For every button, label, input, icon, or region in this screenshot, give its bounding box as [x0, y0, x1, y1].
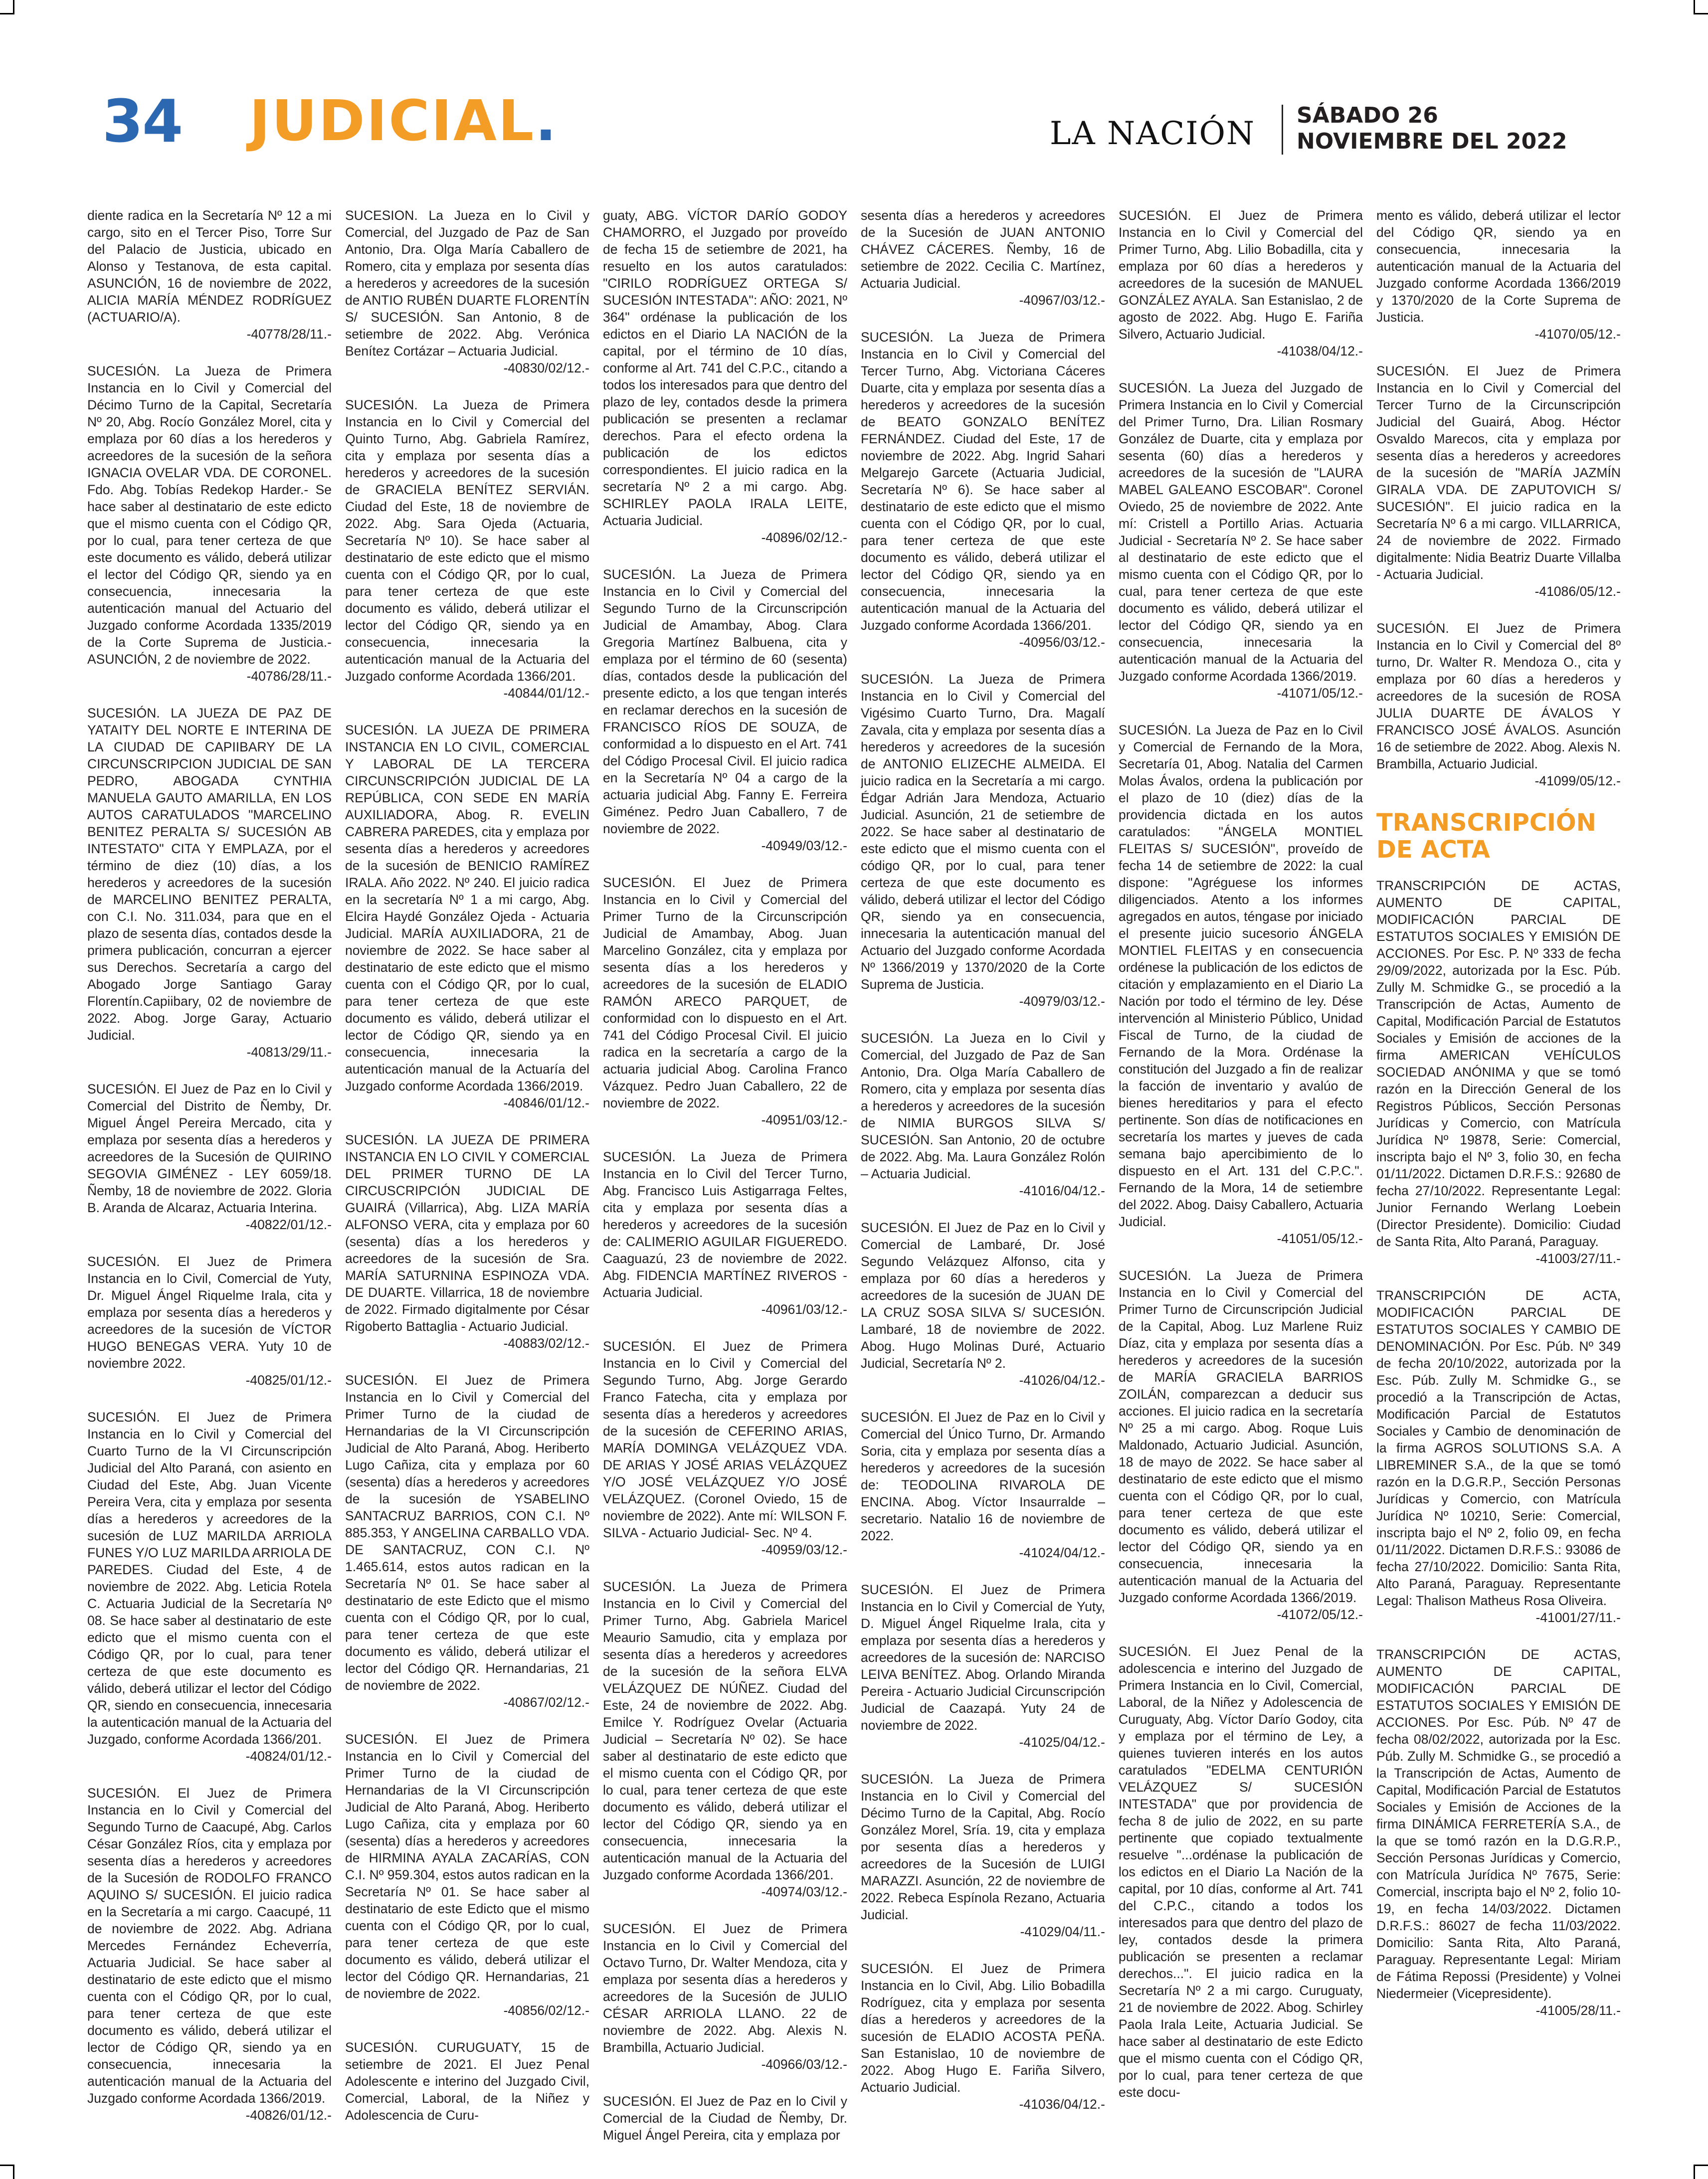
notice-reference: -40896/02/12.-: [761, 530, 847, 545]
header-divider: [1282, 105, 1283, 155]
notice-reference: -40813/29/11.-: [246, 1045, 332, 1060]
notice-text: TRANSCRIPCIÓN DE ACTAS, AUMENTO DE CAPITAL, MODIFICACIÓN PARCIAL DE ESTATUTOS SOCIALES Y EMISIÓN DE ACCIONES. Por Esc. P. Nº 333 de fecha 29/09/2022, autorizada por la Esc. Púb. Zully M. Schmidke G., se procedió a la Transcripción de Actas, Aumento de Capital, Modificación Parcial de Estatutos Sociales y Emisión de acciones de la firma AMERICAN VEHÍCULOS SOCIEDAD ANÓNIMA y que se tomó razón en la Dirección General de los Registros Públicos, Sección Personas Jurídicas y Comercio, con Matrícula Jurídica Nº 19878, Serie: Comercial, inscripta bajo el Nº 3, folio 30, en fecha 01/11/2022. Dictamen D.R.F.S.: 92680 de fecha 27/10/2022. Representante Legal: Junior Fernando Werlang Loebein (Director Presidente). Domicilio: Ciudad de Santa Rita, Alto Paraná, Paraguay.: [1376, 878, 1621, 1249]
notice-reference: -41001/27/11.-: [1535, 1610, 1621, 1625]
crop-mark-top-left: [0, 0, 14, 14]
issue-date: [1297, 103, 1567, 155]
column-3: [603, 207, 847, 2152]
crop-mark-bottom-right: [1694, 2165, 1708, 2179]
notice-text: SUCESIÓN. La Jueza del Juzgado de Primera Instancia en lo Civil y Comercial del Primer Turno, Dra. Lilian Rosmary González de Duarte, cita y emplaza por sesenta (60) días a herederos y acreedores de la sucesión de "LAURA MABEL GALEANO ESCOBAR". Coronel Oviedo, 25 de noviembre de 2022. Ante mí: Cristell a Portillo Arias. Actuaria Judicial - Secretaría Nº 2. Se hace saber al destinatario de este edicto que el mismo cuenta con el Código QR, por lo cual, para tener certeza de que este documento es válido, deberá utilizar el lector del Código QR, siendo ya en consecuencia, innecesaria la autenticación manual de la Actuaria del Juzgado conforme Acordada 1366/2019.: [1119, 380, 1363, 684]
notice-reference: -40867/02/12.-: [503, 1695, 589, 1710]
notice-text: SUCESIÓN. El Juez de Primera Instancia en lo Civil y Comercial del Primer Turno de la ciudad de Hernandarias de la VI Circunscripción Judicial de Alto Paraná, Abog. Heriberto Lugo Cañiza, cita y emplaza por 60 (sesenta) días a herederos y acreedores de la sucesión de YSABELINO SANTACRUZ BARRIOS, CON C.I. Nº 885.353, Y ANGELINA CARBALLO VDA. DE SANTACRUZ, CON C.I. Nº 1.465.614, estos autos radican en la Secretaría Nº 01. Se hace saber al destinatario de este Edicto que el mismo cuenta con el Código QR, por lo cual, para tener certeza de que este documento es válido, deberá utilizar el lector del Código QR. Hernandarias, 21 de noviembre de 2022.: [345, 1373, 589, 1693]
legal-notice: [603, 1920, 847, 2073]
legal-notice: [861, 1409, 1105, 1561]
notice-reference: -40967/03/12.-: [1019, 293, 1105, 308]
notice-reference: -40825/01/12.-: [245, 1373, 332, 1388]
notice-reference: -40966/03/12.-: [761, 2057, 847, 2072]
column-1: [87, 207, 332, 2152]
notice-text: SUCESIÓN. La Jueza de Primera Instancia en lo Civil y Comercial del Décimo Turno de la Capital, Secretaría Nº 20, Abg. Rocío González Morel, cita y emplaza por 60 días a los herederos y acreedores de la sucesión de la señora IGNACIA OVELAR VDA. DE CORONEL. Fdo. Abg. Tobías Redekop Harder.- Se hace saber al destinatario de este edicto que el mismo cuenta con el Código QR, por lo cual, para tener certeza de que este documento es válido, deberá utilizar el lector del Código QR, siendo ya en consecuencia, innecesaria la autenticación manual del Actuario del Juzgado conforme Acordada 1335/2019 de la Corte Suprema de Justicia.- ASUNCIÓN, 2 de noviembre de 2022.: [87, 363, 332, 667]
notice-text: SUCESIÓN. El Juez de Primera Instancia en lo Civil, Comercial de Yuty, Dr. Miguel Ángel Riquelme Irala, cita y emplaza por sesenta días a herederos y acreedores de la sucesión de VÍCTOR HUGO BENEGAS VERA. Yuty 10 de noviembre 2022.: [87, 1254, 332, 1371]
notice-text: SUCESIÓN. El Juez de Primera Instancia en lo Civil y Comercial del Segundo Turno, Abg. Jorge Gerardo Franco Fatecha, cita y emplaza por sesenta días a herederos y acreedores de la sucesión de CEFERINO ARIAS, MARÍA DOMINGA VELÁZQUEZ VDA. DE ARIAS Y JOSÉ ARIAS VELÁZQUEZ Y/O JOSÉ VELÁZQUEZ Y/O JOSÉ VELÁZQUEZ. (Coronel Oviedo, 15 de noviembre de 2022). Ante mí: WILSON F. SILVA - Actuario Judicial- Sec. Nº 4.: [603, 1339, 847, 1540]
notice-text: SUCESIÓN. La Jueza en lo Civil y Comercial, del Juzgado de Paz de San Antonio, Dra. Olga María Caballero de Romero, cita y emplaza por sesenta días a herederos y acreedores de la sucesión de NIMIA BURGOS SILVA S/ SUCESIÓN. San Antonio, 20 de octubre de 2022. Abg. Ma. Laura González Rolón – Actuaria Judicial.: [861, 1031, 1105, 1181]
notice-reference: -41071/05/12.-: [1277, 686, 1363, 701]
legal-notice: [1119, 1267, 1363, 1623]
legal-notice: [1376, 363, 1621, 600]
notice-reference: -41024/04/12.-: [1019, 1545, 1105, 1560]
notice-text: SUCESIÓN. El Juez de Primera Instancia en lo Civil y Comercial del 8º turno, Dr. Walter R. Mendoza O., cita y emplaza por 60 días a herederos y acreedores de la sucesión de ROSA JULIA DUARTE DE ÁVALOS Y FRANCISCO JOSÉ ÁVALOS. Asunción 16 de setiembre de 2022. Abog. Alexis N. Brambilla, Actuario Judicial.: [1376, 621, 1621, 771]
notice-reference: -41016/04/12.-: [1019, 1183, 1105, 1198]
issue-date-day: SÁBADO 26: [1297, 103, 1438, 128]
notice-reference: -41003/27/11.-: [1535, 1251, 1621, 1266]
legal-notice: [345, 1131, 589, 1352]
legal-notice: [1119, 722, 1363, 1247]
notice-reference: -40822/01/12.-: [245, 1217, 332, 1232]
legal-notice: [87, 1409, 332, 1765]
notice-text: SUCESIÓN. La Jueza de Primera Instancia en lo Civil y Comercial del Vigésimo Cuarto Turno, Dra. Magalí Zavala, cita y emplaza por sesenta días a herederos y acreedores de la sucesión de ANTONIO ELIZECHE ALMEIDA. El juicio radica en la Secretaría a mi cargo. Édgar Adrián Jara Mendoza, Actuario Judicial. Asunción, 21 de setiembre de 2022. Se hace saber al destinatario de este edicto que el mismo cuenta con el código QR, por lo cual, para tener certeza de que este documento es válido, deberá utilizar el lector del Código QR, siendo ya en consecuencia, innecesaria la autenticación manual del Actuario del Juzgado conforme Acordada Nº 1366/2019 y 1370/2020 de la Corte Suprema de Justicia.: [861, 672, 1105, 992]
notice-reference: -40846/01/12.-: [503, 1095, 589, 1110]
notice-reference: -41072/05/12.-: [1277, 1607, 1363, 1622]
legal-notice: [1376, 620, 1621, 789]
notices-columns: [87, 207, 1621, 2152]
column-6: [1376, 207, 1621, 2152]
legal-notice: [1119, 379, 1363, 702]
notice-text: SUCESIÓN. La Jueza de Primera Instancia en lo Civil y Comercial del Primer Turno de Circunscripción Judicial de la Capital, Abog. Luz Marlene Ruiz Díaz, cita y emplaza por sesenta días a herederos y acreedores de la sucesión de MARÍA GRACIELA BARRIOS ZOILÁN, comparezcan a deducir sus acciones. El juicio radica en la secretaría Nº 25 a mi cargo. Abog. Roque Luis Maldonado, Actuario Judicial. Asunción, 18 de mayo de 2022. Se hace saber al destinatario de este edicto que el mismo cuenta con el Código QR, por lo cual, para tener certeza de que este documento es válido, deberá utilizar el lector del Código QR, siendo ya en consecuencia, innecesaria la autenticación manual de la Actuaria del Juzgado conforme Acordada 1366/2019.: [1119, 1268, 1363, 1605]
column-5: [1119, 207, 1363, 2152]
section-heading: TRANSCRIPCIÓN DE ACTA: [1376, 809, 1596, 864]
legal-notice: [87, 705, 332, 1061]
legal-notice: [861, 207, 1105, 309]
notice-reference: -40830/02/12.-: [503, 361, 589, 375]
legal-notice: [87, 1785, 332, 2124]
legal-notice: [1376, 1646, 1621, 2019]
notice-reference: -41086/05/12.-: [1534, 584, 1621, 599]
notice-text: SUCESION. La Jueza en lo Civil y Comercial, del Juzgado de Paz de San Antonio, Dra. Olga María Caballero de Romero, cita y emplaza por sesenta días a herederos y acreedores de la sucesión de ANTIO RUBÉN DUARTE FLORENTÍN S/ SUCESIÓN. San Antonio, 8 de setiembre de 2022. Abg. Verónica Benítez Cortázar – Actuaria Judicial.: [345, 208, 589, 359]
legal-notice: [345, 2039, 589, 2124]
notice-reference: -40844/01/12.-: [503, 686, 589, 701]
legal-notice: [861, 1771, 1105, 1940]
notice-text: SUCESIÓN. El Juez de Paz en lo Civil y Comercial de la Ciudad de Ñemby, Dr. Miguel Ángel Pereira, cita y emplaza por: [603, 2094, 847, 2143]
notice-text: SUCESIÓN. La Jueza de Primera Instancia en lo Civil y Comercial del Tercer Turno, Abg. Victoriana Cáceres Duarte, cita y emplaza por sesenta días a herederos y acreedores de la sucesión de BEATO GONZALO BENÍTEZ FERNÁNDEZ. Ciudad del Este, 17 de noviembre de 2022. Abg. Ingrid Sahari Melgarejo Garcete (Actuaria Judicial, Secretaría Nº 6). Se hace saber al destinatario de este edicto que el mismo cuenta con el Código QR, por lo cual, para tener certeza de que este documento es válido, deberá utilizar el lector del Código QR, siendo ya en consecuencia, innecesaria la autenticación manual de la Actuaria del Juzgado conforme Acordada 1366/201.: [861, 330, 1105, 633]
notice-reference: -40856/02/12.-: [503, 2003, 589, 2018]
notice-text: SUCESIÓN. La Jueza de Primera Instancia en lo Civil y Comercial del Segundo Turno de la Circunscripción Judicial de Amambay, Abog. Clara Gregoria Martínez Balbuena, cita y emplaza por el término de 60 (sesenta) días, contados desde la publicación del presente edicto, a los que tengan interés en reclamar derechos en la sucesión de FRANCISCO RÍOS DE SOUZA, de conformidad a lo dispuesto en el Art. 741 del Código Procesal Civil. El juicio radica en la Secretaría Nº 04 a cargo de la actuaria judicial Abg. Fanny E. Ferreira Giménez. Pedro Juan Caballero, 7 de noviembre de 2022.: [603, 567, 847, 836]
notice-reference: -40786/28/11.-: [246, 669, 332, 684]
notice-text: SUCESIÓN. El Juez de Primera Instancia en lo Civil y Comercial del Octavo Turno, Dr. Walter Mendoza, cita y emplaza por sesenta días a herederos y acreedores de la Sucesión de JULIO CÉSAR ARRIOLA LLANO. 22 de noviembre de 2022. Abg. Alexis N. Brambilla, Actuario Judicial.: [603, 1921, 847, 2055]
notice-reference: -41026/04/12.-: [1019, 1373, 1105, 1388]
notice-text: SUCESIÓN. El Juez de Primera Instancia en lo Civil y Comercial del Primer Turno, Abg. Lilio Bobadilla, cita y emplaza por 60 días a herederos y acreedores de la sucesión de MANUEL GONZÁLEZ AYALA. San Estanislao, 2 de agosto de 2022. Abg. Hugo E. Fariña Silvero, Actuario Judicial.: [1119, 208, 1363, 342]
legal-notice: [1376, 1287, 1621, 1626]
notice-text: SUCESIÓN. La Jueza de Primera Instancia en lo Civil y Comercial del Décimo Turno de la Capital, Abg. Rocío González Morel, Sría. 19, cita y emplaza por sesenta días a herederos y acreedores de la Sucesión de LUIGI MARAZZI. Asunción, 22 de noviembre de 2022. Rebeca Espínola Rezano, Actuaria Judicial.: [861, 1772, 1105, 1922]
notice-text: SUCESIÓN. El Juez de Paz en lo Civil y Comercial del Único Turno, Dr. Armando Soria, cita y emplaza por sesenta días a herederos y acreedores de la sucesión de: TEODOLINA RIVAROLA DE ENCINA. Abog. Víctor Insaurralde – secretario. Natalio 16 de noviembre de 2022.: [861, 1410, 1105, 1543]
notice-text: SUCESIÓN. El Juez de Primera Instancia en lo Civil y Comercial del Primer Turno de la Circunscripción Judicial de Amambay, Abog. Juan Marcelino González, cita y emplaza por sesenta días a los herederos y acreedores de la sucesión de ELADIO RAMÓN ARECO PARQUET, de conformidad con lo dispuesto en el Art. 741 del Código Procesal Civil. El juicio radica en la secretaría a cargo de la actuaria judicial Abog. Carolina Franco Vázquez. Pedro Juan Caballero, 22 de noviembre de 2022.: [603, 875, 847, 1110]
notice-text: SUCESIÓN. LA JUEZA DE PRIMERA INSTANCIA EN LO CIVIL Y COMERCIAL DEL PRIMER TURNO DE LA CIRCUSCRIPCIÓN JUDICIAL DE GUAIRÁ (Villarrica), Abg. LIZA MARÍA ALFONSO VERA, cita y emplaza por 60 (sesenta) días a los herederos y acreedores de la sucesión de Sra. MARÍA SATURNINA ESPINOZA VDA. DE DUARTE. Villarrica, 18 de noviembre de 2022. Firmado digitalmente por César Rigoberto Battaglia - Actuario Judicial.: [345, 1132, 589, 1334]
legal-notice: [345, 1731, 589, 2019]
notice-reference: -41025/04/12.-: [1019, 1735, 1105, 1750]
legal-notice: [861, 1030, 1105, 1199]
notice-text: SUCESIÓN. La Jueza de Paz en lo Civil y Comercial de Fernando de la Mora, Secretaría 01, Abog. Natalia del Carmen Molas Ávalos, ordena la publicación por el plazo de 10 (diez) días de la providencia dictada en los autos caratulados: "ÁNGELA MONTIEL FLEITAS S/ SUCESIÓN", proveído de fecha 14 de setiembre de 2022: la cual dispone: "Agréguese los informes diligenciados. Atento a los informes agregados en autos, téngase por iniciado el presente juicio sucesorio ÁNGELA MONTIEL FLEITAS y en consecuencia ordénese la publicación de los edictos de citación y emplazamiento en el Diario La Nación por todo el término de ley. Dése intervención al Ministerio Público, Unidad Fiscal de Turno, de la ciudad de Fernando de la Mora. Ordénase la constitución del Juzgado a fin de realizar la facción de inventario y avalúo de bienes hereditarios y para el efecto pertinente. Son días de notificaciones en secretaría los martes y jueves de cada semana bajo apercibimiento de lo dispuesto en el Art. 131 del C.P.C.". Fernando de la Mora, 14 de setiembre del 2022. Abog. Daisy Caballero, Actuaria Judicial.: [1119, 723, 1363, 1229]
legal-notice: [603, 207, 847, 546]
notice-reference: -40778/28/11.-: [246, 327, 332, 342]
column-4: [861, 207, 1105, 2152]
legal-notice: [345, 1372, 589, 1711]
legal-notice: [1376, 877, 1621, 1267]
page-header: [87, 84, 1621, 159]
notice-reference: -40951/03/12.-: [761, 1112, 847, 1127]
notice-reference: -40956/03/12.-: [1019, 635, 1105, 650]
notice-text: SUCESIÓN. CURUGUATY, 15 de setiembre de 2021. El Juez Penal Adolescente e interino del Juzgado Civil, Comercial, Laboral, de la Niñez y Adolescencia de Curu-: [345, 2040, 589, 2123]
legal-notice: [87, 363, 332, 685]
notice-text: SUCESIÓN. El Juez de Paz en lo Civil y Comercial de Lambaré, Dr. José Segundo Velázquez Alfonso, cita y emplaza por 60 días a herederos y acreedores de la sucesión de JUAN DE LA CRUZ SOSA SILVA S/ SUCESIÓN. Lambaré, 18 de noviembre de 2022. Abog. Hugo Molinas Duré, Actuario Judicial, Secretaría Nº 2.: [861, 1220, 1105, 1371]
notice-text: SUCESIÓN. El Juez de Primera Instancia en lo Civil, Abg. Lilio Bobadilla Rodríguez, cita y emplaza por sesenta días a herederos y acreedores de la sucesión de ELADIO ACOSTA PEÑA. San Estanislao, 10 de noviembre de 2022. Abog Hugo E. Fariña Silvero, Actuario Judicial.: [861, 1961, 1105, 2095]
notice-text: SUCESIÓN. El Juez de Primera Instancia en lo Civil y Comercial del Tercer Turno de la Circunscripción Judicial del Guairá, Abog. Héctor Osvaldo Marecos, cita y emplaza por sesenta días a herederos y acreedores de la sucesión de "MARÍA JAZMÍN GIRALA VDA. DE ZAPUTOVICH S/ SUCESIÓN". El juicio radica en la Secretaría Nº 6 a mi cargo. VILLARRICA, 24 de noviembre de 2022. Firmado digitalmente: Nidia Beatriz Duarte Villalba - Actuaria Judicial.: [1376, 363, 1621, 582]
notice-text: SUCESIÓN. LA JUEZA DE PRIMERA INSTANCIA EN LO CIVIL, COMERCIAL Y LABORAL DE LA TERCERA CIRCUNSCRIPCIÓN JUDICIAL DE LA REPÚBLICA, CON SEDE EN MARÍA AUXILIADORA, Abog. R. EVELIN CABRERA PAREDES, cita y emplaza por sesenta días a herederos y acreedores de la sucesión de BENICIO RAMÍREZ IRALA. Año 2022. Nº 240. El juicio radica en la secretaría Nº 1 a mi cargo, Abg. Elcira Haydé González Ojeda - Actuaria Judicial. MARÍA AUXILIADORA, 21 de noviembre de 2022. Se hace saber al destinatario de este edicto que el mismo cuenta con el Código QR, por lo cual, para tener certeza de que este documento es válido, deberá utilizar el lector de Código QR, siendo ya en consecuencia, innecesaria la autenticación manual de la Actuaría del Juzgado conforme Acordada 1366/2019.: [345, 723, 589, 1093]
legal-notice: [603, 874, 847, 1128]
legal-notice: [87, 1081, 332, 1233]
legal-notice: [1119, 207, 1363, 360]
notice-reference: -40974/03/12.-: [761, 1884, 847, 1899]
legal-notice: [861, 1960, 1105, 2113]
notice-reference: -41036/04/12.-: [1019, 2097, 1105, 2112]
notice-reference: -40979/03/12.-: [1019, 994, 1105, 1009]
legal-notice: [603, 1338, 847, 1558]
notice-reference: -41005/28/11.-: [1535, 2003, 1621, 2018]
legal-notice: [603, 1578, 847, 1900]
notice-text: guaty, ABG. VÍCTOR DARÍO GODOY CHAMORRO, el Juzgado por proveído de fecha 15 de setiembre de 2021, ha resuelto en los autos caratulados: "CIRILO RODRÍGUEZ ORTEGA S/ SUCESIÓN INTESTADA": AÑO: 2021, Nº 364" ordénase la publicación de los edictos en el Diario LA NACIÓN de la capital, por el término de 10 días, conforme al Art. 741 del C.P.C., citando a todos los interesados para que dentro del plazo de ley, contados desde la primera publicación se presenten a reclamar derechos. Para el efecto ordena la publicación de los edictos correspondientes. El juicio radica en la secretaría Nº 2 a mi cargo. Abg. SCHIRLEY PAOLA IRALA LEITE, Actuaria Judicial.: [603, 208, 847, 528]
page-number: 34: [102, 87, 183, 156]
legal-notice: [861, 1219, 1105, 1389]
notice-text: SUCESIÓN. El Juez Penal de la adolescencia e interino del Juzgado de Primera Instancia en lo Civil, Comercial, Laboral, de la Niñez y Adolescencia de Curuguaty, Abg. Víctor Darío Godoy, cita y emplaza por el término de Ley, a quienes tuvieren interés en los autos caratulados "EDELMA CENTURIÓN VELÁZQUEZ S/ SUCESIÓN INTESTADA" que por providencia de fecha 8 de julio de 2022, en su parte pertinente que copiado textualmente resuelve "...ordénase la publicación de los edictos en el Diario La Nación de la capital, por 10 días, conforme al Art. 741 del C.P.C., citando a todos los interesados para que dentro del plazo de ley, contados desde la primera publicación se presenten a reclamar derechos...". El juicio radica en la Secretaría Nº 2 a mi cargo. Curuguaty, 21 de noviembre de 2022. Abog. Schirley Paola Irala Leite, Actuaria Judicial. Se hace saber al destinatario de este Edicto que el mismo cuenta con el Código QR, por lo cual, para tener certeza de que este docu-: [1119, 1644, 1363, 2100]
notice-reference: -41029/04/11.-: [1020, 1924, 1105, 1939]
notice-text: SUCESIÓN. La Jueza de Primera Instancia en lo Civil del Tercer Turno, Abg. Francisco Luis Astigarraga Feltes, cita y emplaza por sesenta días a herederos y acreedores de la sucesión de: CALIMERIO AGUILAR FIGUEREDO. Caaguazú, 23 de noviembre de 2022. Abg. FIDENCIA MARTÍNEZ RIVEROS - Actuaria Judicial.: [603, 1149, 847, 1300]
notice-text: sesenta días a herederos y acreedores de la Sucesión de JUAN ANTONIO CHÁVEZ CÁCERES. Ñemby, 16 de setiembre de 2022. Cecilia C. Martínez, Actuaria Judicial.: [861, 208, 1105, 291]
column-2: [345, 207, 589, 2152]
legal-notice: [345, 207, 589, 376]
newspaper-masthead: LA NACIÓN: [1050, 115, 1255, 152]
notice-text: TRANSCRIPCIÓN DE ACTA, MODIFICACIÓN PARCIAL DE ESTATUTOS SOCIALES Y CAMBIO DE DENOMINACIÓN. Por Esc. Púb. Nº 349 de fecha 20/10/2022, autorizada por la Esc. Púb. Zully M. Schmidke G., se procedió a la Transcripción de Actas, Modificación Parcial de Estatutos Sociales y Cambio de denominación de la firma AGROS SOLUTIONS S.A. A LIBREMINER S.A., de la que se tomó razón en la D.G.R.P., Sección Personas Jurídicas y Comercio, con Matrícula Jurídica Nº 10210, Serie: Comercial, inscripta bajo el Nº 2, folio 09, en fecha 01/11/2022. Dictamen D.R.F.S.: 93086 de fecha 27/10/2022. Domicilio: Santa Rita, Alto Paraná, Paraguay. Representante Legal: Thalison Matheus Rosa Oliveira.: [1376, 1288, 1621, 1608]
notice-text: SUCESIÓN. El Juez de Primera Instancia en lo Civil y Comercial del Cuarto Turno de la VI Circunscripción Judicial del Alto Paraná, con asiento en Ciudad del Este, Abg. Juan Vicente Pereira Vera, cita y emplaza por sesenta días a herederos y acreedores de la sucesión de LUZ MARILDA ARRIOLA FUNES Y/O LUZ MARILDA ARRIOLA DE PAREDES. Ciudad del Este, 4 de noviembre de 2022. Abg. Leticia Rotela C. Actuaria Judicial de la Secretaría Nº 08. Se hace saber al destinatario de este edicto que el mismo cuenta con el Código QR, por lo cual, para tener certeza de que este documento es válido, deberá utilizar el lector del Código QR, siendo en consecuencia, innecesaria la autenticación manual de la Actuaria del Juzgado, conforme Acordada 1366/201.: [87, 1410, 332, 1747]
notice-reference: -40961/03/12.-: [761, 1302, 847, 1317]
legal-notice: [861, 671, 1105, 1010]
legal-notice: [1376, 207, 1621, 343]
section-dot: .: [535, 89, 558, 154]
issue-date-month-year: NOVIEMBRE DEL 2022: [1297, 129, 1567, 154]
notice-reference: -40959/03/12.-: [761, 1542, 847, 1557]
notice-reference: -41070/05/12.-: [1534, 327, 1621, 342]
crop-mark-bottom-left: [0, 2165, 14, 2179]
legal-notice: [861, 1581, 1105, 1751]
notice-text: SUCESIÓN. El Juez de Paz en lo Civil y Comercial del Distrito de Ñemby, Dr. Miguel Ángel Pereira Mercado, cita y emplaza por sesenta días a herederos y acreedores de la Sucesión de QUIRINO SEGOVIA GIMÉNEZ - LEY 6059/18. Ñemby, 18 de noviembre de 2022. Gloria B. Aranda de Alcaraz, Actuaria Interina.: [87, 1082, 332, 1215]
section-name: JUDICIAL: [249, 89, 536, 154]
notice-reference: -40824/01/12.-: [245, 1749, 332, 1764]
notice-text: TRANSCRIPCIÓN DE ACTAS, AUMENTO DE CAPITAL, MODIFICACIÓN PARCIAL DE ESTATUTOS SOCIALES Y EMISIÓN DE ACCIONES. Por Esc. Púb. Nº 47 de fecha 08/02/2022, autorizada por la Esc. Púb. Zully M. Schmidke G., se procedió a la Transcripción de Actas, Aumento de Capital, Modificación Parcial de Estatutos Sociales y Emisión de Acciones de la firma DINÁMICA FERRETERÍA S.A., de la que se tomó razón en la D.G.R.P., Sección Personas Jurídicas y Comercio, con Matrícula Jurídica Nº 7675, Serie: Comercial, inscripta bajo el Nº 2, folio 10-19, en fecha 14/03/2022. Dictamen D.R.F.S.: 86027 de fecha 11/03/2022. Domicilio: Santa Rita, Alto Paraná, Paraguay. Representante Legal: Miriam de Fátima Repossi (Presidente) y Volnei Niedermeier (Vicepresidente).: [1376, 1647, 1621, 2001]
legal-notice: [603, 2093, 847, 2144]
section-title: [249, 84, 558, 159]
notice-reference: -40949/03/12.-: [761, 838, 847, 853]
notice-text: SUCESIÓN. La Jueza de Primera Instancia en lo Civil y Comercial del Primer Turno, Abg. Gabriela Maricel Meaurio Samudio, cita y emplaza por sesenta días a herederos y acreedores de la sucesión de la señora ELVA VELÁZQUEZ DE NÚÑEZ. Ciudad del Este, 24 de noviembre de 2022. Abg. Emilce Y. Rodríguez Ovelar (Actuaria Judicial – Secretaría Nº 02). Se hace saber al destinatario de este edicto que el mismo cuenta con el Código QR, por lo cual, para tener certeza de que este documento es válido, deberá utilizar el lector del Código QR, siendo ya en consecuencia, innecesaria la autenticación manual de la Actuaria del Juzgado conforme Acordada 1366/201.: [603, 1579, 847, 1882]
notice-text: SUCESIÓN. El Juez de Primera Instancia en lo Civil y Comercial del Segundo Turno de Caacupé, Abg. Carlos César González Ríos, cita y emplaza por sesenta días a herederos y acreedores de la Sucesión de RODOLFO FRANCO AQUINO S/ SUCESIÓN. El juicio radica en la Secretaría a mi cargo. Caacupé, 11 de noviembre de 2022. Abg. Adriana Mercedes Fernández Echeverría, Actuaria Judicial. Se hace saber al destinatario de este edicto que el mismo cuenta con el Código QR, por lo cual, para tener certeza de que este documento es válido, deberá utilizar el lector de Código QR, siendo ya en consecuencia, innecesaria la autenticación manual de la Actuaria del Juzgado conforme Acordada 1366/2019.: [87, 1786, 332, 2106]
notice-text: diente radica en la Secretaría Nº 12 a mi cargo, sito en el Tercer Piso, Torre Sur del Palacio de Justicia, ubicado en Alonso y Testanova, de esta capital. ASUNCIÓN, 16 de noviembre de 2022, ALICIA MARÍA MÉNDEZ RODRÍGUEZ (ACTUARIO/A).: [87, 208, 332, 325]
legal-notice: [87, 1253, 332, 1389]
notice-text: SUCESIÓN. LA JUEZA DE PAZ DE YATAITY DEL NORTE E INTERINA DE LA CIUDAD DE CAPIIBARY DE LA CIRCUNSCRIPCION JUDICIAL DE SAN PEDRO, ABOGADA CYNTHIA MANUELA GAUTO AMARILLA, EN LOS AUTOS CARATULADOS "MARCELINO BENITEZ PERALTA S/ SUCESIÓN AB INTESTATO" CITA Y EMPLAZA, por el término de diez (10) días, a los herederos y acreedores de la sucesión de MARCELINO BENITEZ PERALTA, con C.I. No. 311.034, para que en el plazo de sesenta días, contados desde la primera publicación, concurran a ejercer sus Derechos. Secretaría a cargo del Abogado Jorge Santiago Garay Florentín.Capiibary, 02 de noviembre de 2022. Abog. Jorge Garay, Actuario Judicial.: [87, 706, 332, 1043]
legal-notice: [87, 207, 332, 343]
notice-reference: -41051/05/12.-: [1277, 1231, 1363, 1246]
notice-text: SUCESIÓN. El Juez de Primera Instancia en lo Civil y Comercial del Primer Turno de la ciudad de Hernandarias de la VI Circunscripción Judicial de Alto Paraná, Abog. Heriberto Lugo Cañiza, cita y emplaza por 60 (sesenta) días a herederos y acreedores de HIRMINA AYALA ZACARÍAS, CON C.I. Nº 959.304, estos autos radican en la Secretaría Nº 01. Se hace saber al destinatario de este Edicto que el mismo cuenta con el Código QR, por lo cual, para tener certeza de que este documento es válido, deberá utilizar el lector del Código QR. Hernandarias, 21 de noviembre de 2022.: [345, 1732, 589, 2001]
legal-notice: [345, 396, 589, 702]
notice-text: SUCESIÓN. El Juez de Primera Instancia en lo Civil y Comercial de Yuty, D. Miguel Ángel Riquelme Irala, cita y emplaza por sesenta días a herederos y acreedores de la sucesión de: NARCISO LEIVA BENÍTEZ. Abog. Orlando Miranda Pereira - Actuario Judicial Circunscripción Judicial de Caazapá. Yuty 24 de noviembre de 2022.: [861, 1582, 1105, 1733]
legal-notice: [345, 722, 589, 1111]
notice-text: SUCESIÓN. La Jueza de Primera Instancia en lo Civil y Comercial del Quinto Turno, Abg. Gabriela Ramírez, cita y emplaza por sesenta días a herederos y acreedores de la sucesión de GRACIELA BENÍTEZ SERVIÁN. Ciudad del Este, 18 de noviembre de 2022. Abg. Sara Ojeda (Actuaria, Secretaría Nº 10). Se hace saber al destinatario de este edicto que el mismo cuenta con el Código QR, por lo cual, para tener certeza de que este documento es válido, deberá utilizar el lector del Código QR, siendo ya en consecuencia, innecesaria la autenticación manual de la Actuaria del Juzgado conforme Acordada 1366/201.: [345, 397, 589, 684]
notice-reference: -41038/04/12.-: [1277, 344, 1363, 359]
legal-notice: [603, 1148, 847, 1318]
notice-text: mento es válido, deberá utilizar el lector del Código QR, siendo ya en consecuencia, innecesaria la autenticación manual de la Actuaria del Juzgado conforme Acordada 1366/2019 y 1370/2020 de la Corte Suprema de Justicia.: [1376, 208, 1621, 325]
notice-reference: -40826/01/12.-: [245, 2108, 332, 2123]
legal-notice: [1119, 1643, 1363, 2101]
notice-reference: -41099/05/12.-: [1534, 773, 1621, 788]
notice-reference: -40883/02/12.-: [503, 1336, 589, 1351]
legal-notice: [861, 329, 1105, 651]
crop-mark-top-right: [1694, 0, 1708, 14]
legal-notice: [603, 566, 847, 854]
